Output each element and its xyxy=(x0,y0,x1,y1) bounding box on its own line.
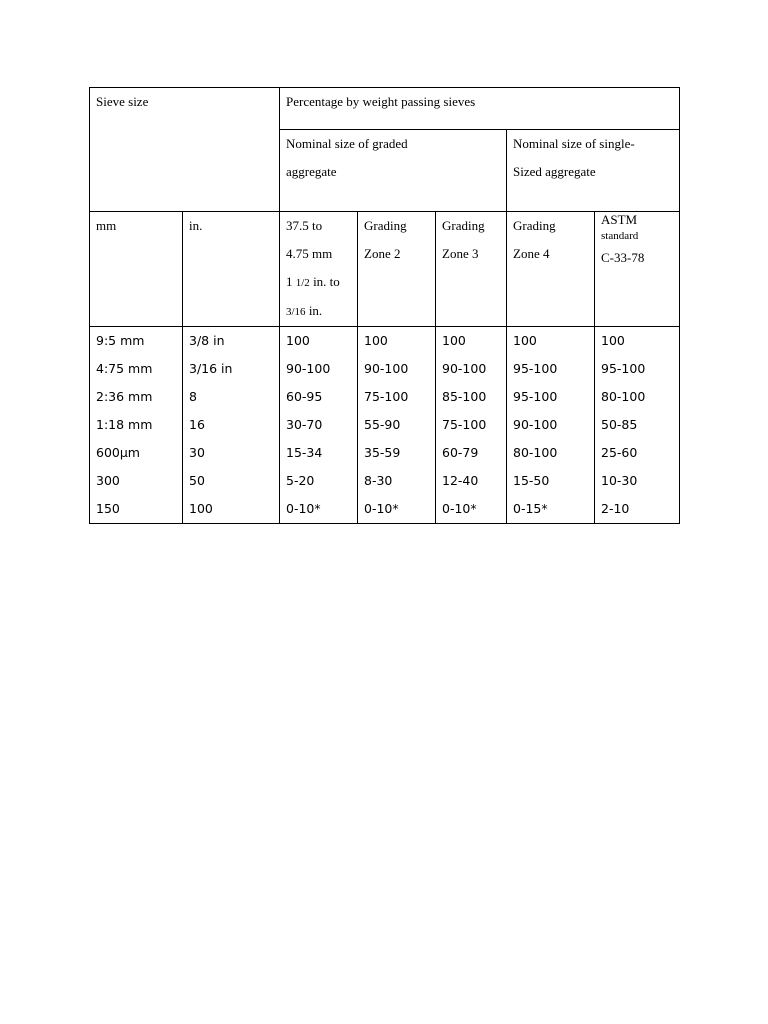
graded-aggregate-header: Nominal size of graded aggregate xyxy=(280,130,507,212)
zone3-column: 100 90-100 85-100 75-100 60-79 12-40 0-10* xyxy=(436,327,507,524)
col-header-in: in. xyxy=(183,212,280,327)
graded-column: 100 90-100 60-95 30-70 15-34 5-20 0-10* xyxy=(280,327,358,524)
col-header-zone2: Grading Zone 2 xyxy=(358,212,436,327)
sieve-size-header: Sieve size xyxy=(90,88,280,212)
in-column: 3/8 in 3/16 in 8 16 30 50 100 xyxy=(183,327,280,524)
single-sized-aggregate-header: Nominal size of single- Sized aggregate xyxy=(507,130,680,212)
mm-column: 9:5 mm 4:75 mm 2:36 mm 1:18 mm 600μm 300 150 xyxy=(90,327,183,524)
sieve-grading-table xyxy=(89,87,680,524)
col-header-zone3: Grading Zone 3 xyxy=(436,212,507,327)
col-header-graded: 37.5 to 4.75 mm 1 1/2 in. to 3/16 in. xyxy=(280,212,358,327)
percentage-header: Percentage by weight passing sieves xyxy=(280,88,680,130)
col-header-astm: ASTM standard C-33-78 xyxy=(595,212,680,327)
zone2-column: 100 90-100 75-100 55-90 35-59 8-30 0-10* xyxy=(358,327,436,524)
astm-column: 100 95-100 80-100 50-85 25-60 10-30 2-10 xyxy=(595,327,680,524)
col-header-mm: mm xyxy=(90,212,183,327)
table-data-row xyxy=(90,327,680,524)
col-header-zone4: Grading Zone 4 xyxy=(507,212,595,327)
zone4-column: 100 95-100 95-100 90-100 80-100 15-50 0-15* xyxy=(507,327,595,524)
